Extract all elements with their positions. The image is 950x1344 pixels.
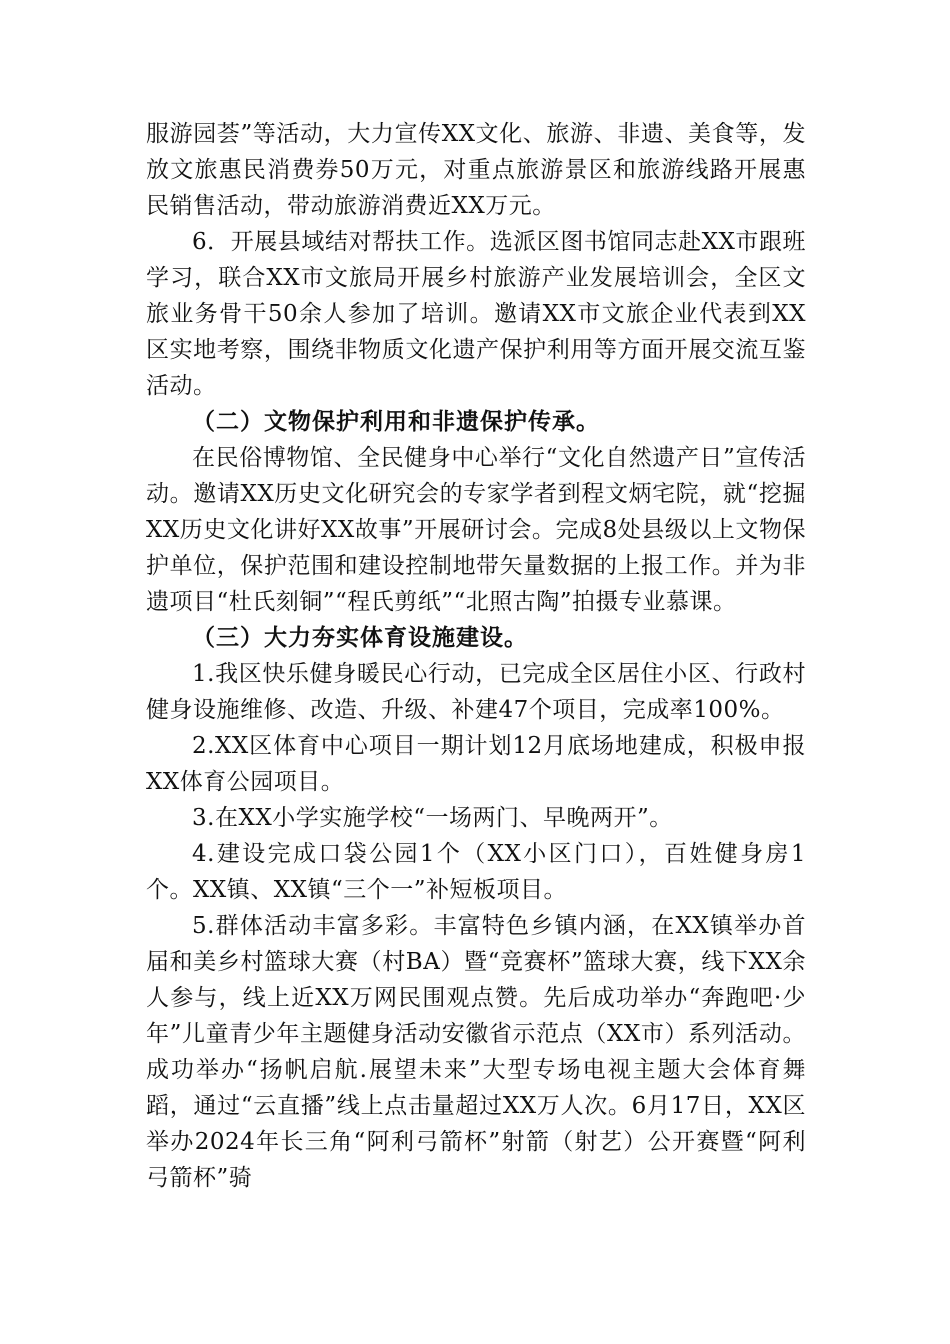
paragraph-county-pairing-support: 6．开展县域结对帮扶工作。选派区图书馆同志赴XX市跟班学习，联合XX市文旅局开展乡村旅游产业发展培训会，全区文旅业务骨干50余人参加了培训。邀请XX市文旅企业代表到XX区实地考察，围绕非物质文化遗产保护利用等方面开展交流互鉴活动。 [146, 229, 806, 399]
paragraph-item-5: 5.群体活动丰富多彩。丰富特色乡镇内涵，在XX镇举办首届和美乡村篮球大赛（村BA）暨“竞赛杯”篮球大赛，线下XX余人参与，线上近XX万网民围观点赞。先后成功举办“奔跑吧·少年”儿童青少年主题健身活动安徽省示范点（XX市）系列活动。成功举办“扬帆启航.展望未来”大型专场电视主题大会体育舞蹈，通过“云直播”线上点击量超过XX万人次。6月17日，XX区举办2024年长三角“阿利弓箭杯”射箭（射艺）公开赛暨“阿利弓箭杯”骑 [146, 913, 806, 1191]
paragraph-item-3: 3.在XX小学实施学校“一场两门、早晚两开”。 [192, 805, 673, 831]
paragraph-item-1: 1.我区快乐健身暖民心行动，已完成全区居住小区、行政村健身设施维修、改造、升级、补建47个项目，完成率100%。 [146, 661, 806, 723]
paragraph-item-2: 2.XX区体育中心项目一期计划12月底场地建成，积极申报XX体育公园项目。 [146, 733, 806, 795]
paragraph-heritage-day: 在民俗博物馆、全民健身中心举行“文化自然遗产日”宣传活动。邀请XX历史文化研究会的专家学者到程文炳宅院，就“挖掘XX历史文化讲好XX故事”开展研讨会。完成8处县级以上文物保护单位，保护范围和建设控制地带矢量数据的上报工作。并为非遗项目“杜氏刻铜”“程氏剪纸”“北照古陶”拍摄专业慕课。 [146, 445, 806, 615]
paragraph-item-4: 4.建设完成口袋公园1个（XX小区门口），百姓健身房1个。XX镇、XX镇“三个一”补短板项目。 [146, 841, 806, 903]
paragraph-continuation: 服游园荟”等活动，大力宣传XX文化、旅游、非遗、美食等，发放文旅惠民消费券50万元，对重点旅游景区和旅游线路开展惠民销售活动，带动旅游消费近XX万元。 [146, 121, 806, 219]
section-heading-sports-facilities: （三）大力夯实体育设施建设。 [192, 624, 528, 651]
document-body [146, 116, 806, 1196]
section-heading-cultural-relics: （二）文物保护利用和非遗保护传承。 [192, 408, 600, 435]
